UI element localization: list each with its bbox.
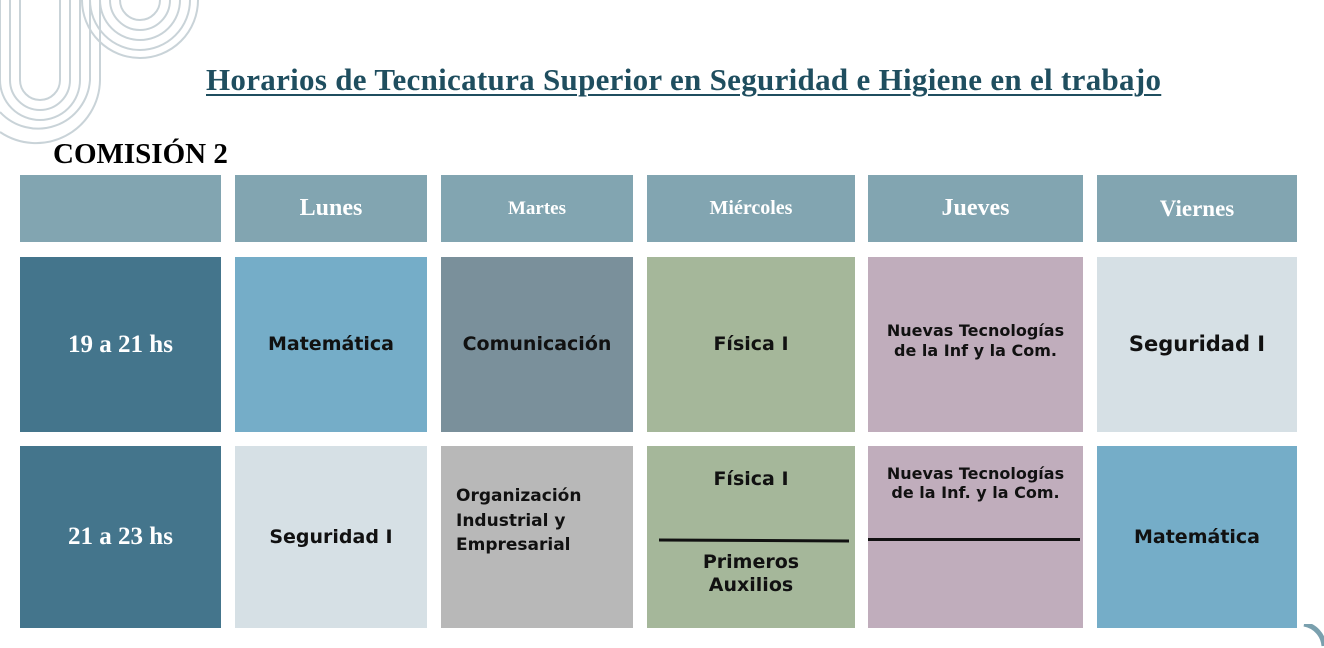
header-day-lunes: Lunes xyxy=(235,175,427,242)
subject-tue-1: Comunicación xyxy=(441,257,633,432)
header-corner-cell xyxy=(20,175,221,242)
commission-label: COMISIÓN 2 xyxy=(53,138,228,170)
subject-thu-2 xyxy=(868,446,1083,628)
subject-wed-2-divider xyxy=(659,539,849,543)
subject-wed-1: Física I xyxy=(647,257,855,432)
decorative-arcs xyxy=(0,0,240,150)
decorative-corner-arc xyxy=(1294,624,1324,648)
page-title: Horarios de Tecnicatura Superior en Seguridad e Higiene en el trabajo xyxy=(206,62,1162,97)
subject-fri-1: Seguridad I xyxy=(1097,257,1297,432)
subject-tue-2 xyxy=(441,446,633,628)
subject-mon-2: Seguridad I xyxy=(235,446,427,628)
header-day-jueves: Jueves xyxy=(868,175,1083,242)
subject-wed-2-first: Física I xyxy=(713,468,789,490)
subject-thu-1 xyxy=(868,257,1083,432)
time-slot-1: 19 a 21 hs xyxy=(20,257,221,432)
subject-thu-1-label: Nuevas Tecnologías de la Inf y la Com. xyxy=(886,321,1065,360)
subject-thu-2-divider xyxy=(868,538,1080,541)
subject-wed-2-second: Primeros Auxilios xyxy=(702,551,800,596)
header-day-viernes: Viernes xyxy=(1097,175,1297,242)
subject-tue-2-label: Organización Industrial y Empresarial xyxy=(456,486,582,556)
header-day-martes: Martes xyxy=(441,175,633,242)
subject-fri-2: Matemática xyxy=(1097,446,1297,628)
time-slot-2: 21 a 23 hs xyxy=(20,446,221,628)
header-day-miercoles: Miércoles xyxy=(647,175,855,242)
subject-wed-2 xyxy=(647,446,855,628)
subject-mon-1: Matemática xyxy=(235,257,427,432)
subject-thu-2-label: Nuevas Tecnologías de la Inf. y la Com. xyxy=(886,464,1065,503)
